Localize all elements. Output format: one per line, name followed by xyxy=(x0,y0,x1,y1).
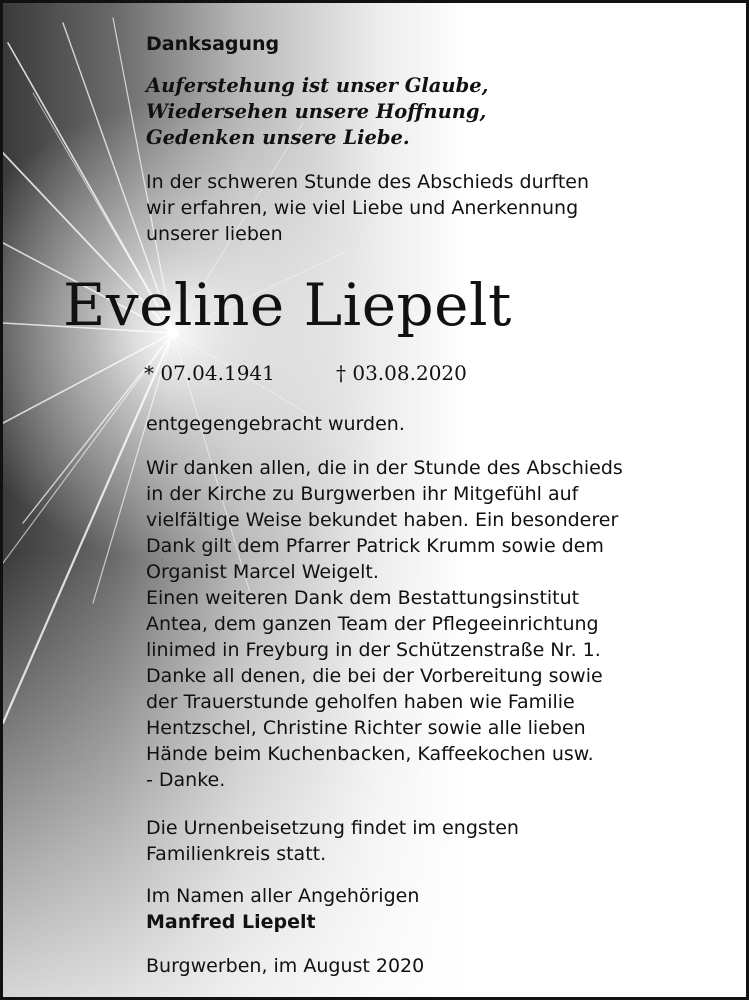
intro-line: In der schweren Stunde des Abschieds durften xyxy=(146,171,590,193)
urn-line: Die Urnenbeisetzung findet im engsten xyxy=(146,817,519,839)
thanks-line: vielfältige Weise bekundet haben. Ein besonderer xyxy=(146,509,619,531)
motto-line: Wiedersehen unsere Hoffnung, xyxy=(146,100,487,123)
thanks-line: in der Kirche zu Burgwerben ihr Mitgefühl auf xyxy=(146,483,579,505)
motto-line: Auferstehung ist unser Glaube, xyxy=(146,74,489,97)
after-name-line: entgegengebracht wurden. xyxy=(146,413,405,435)
intro-line: unserer lieben xyxy=(146,223,283,245)
signatory-name: Manfred Liepelt xyxy=(146,911,316,933)
thanks-line: Danke all denen, die bei der Vorbereitung sowie xyxy=(146,665,603,687)
birth-date: * 07.04.1941 xyxy=(144,361,275,385)
urn-line: Familienkreis statt. xyxy=(146,843,327,865)
thanks-line: Wir danken allen, die in der Stunde des Abschieds xyxy=(146,457,623,479)
motto-line: Gedenken unsere Liebe. xyxy=(146,126,410,149)
thanks-line: Organist Marcel Weigelt. xyxy=(146,561,379,583)
thanks-line: Hentzschel, Christine Richter sowie alle lieben xyxy=(146,717,586,739)
place-date: Burgwerben, im August 2020 xyxy=(146,955,425,977)
thanks-line: Dank gilt dem Pfarrer Patrick Krumm sowie dem xyxy=(146,535,604,557)
thanks-line: - Danke. xyxy=(146,769,226,791)
on-behalf-line: Im Namen aller Angehörigen xyxy=(146,885,420,907)
thanks-line: linimed in Freyburg in der Schützenstraße Nr. 1. xyxy=(146,639,601,661)
notice-text xyxy=(3,3,749,1000)
death-date: † 03.08.2020 xyxy=(336,361,467,385)
thanks-line: Einen weiteren Dank dem Bestattungsinstitut xyxy=(146,587,580,609)
thanks-line: Antea, dem ganzen Team der Pflegeeinrichtung xyxy=(146,613,599,635)
notice-heading: Danksagung xyxy=(146,33,280,55)
thanks-line: Hände beim Kuchenbacken, Kaffeekochen usw. xyxy=(146,743,594,765)
deceased-name: Eveline Liepelt xyxy=(63,271,512,339)
thanks-line: der Trauerstunde geholfen haben wie Familie xyxy=(146,691,575,713)
intro-line: wir erfahren, wie viel Liebe und Anerkennung xyxy=(146,197,579,219)
